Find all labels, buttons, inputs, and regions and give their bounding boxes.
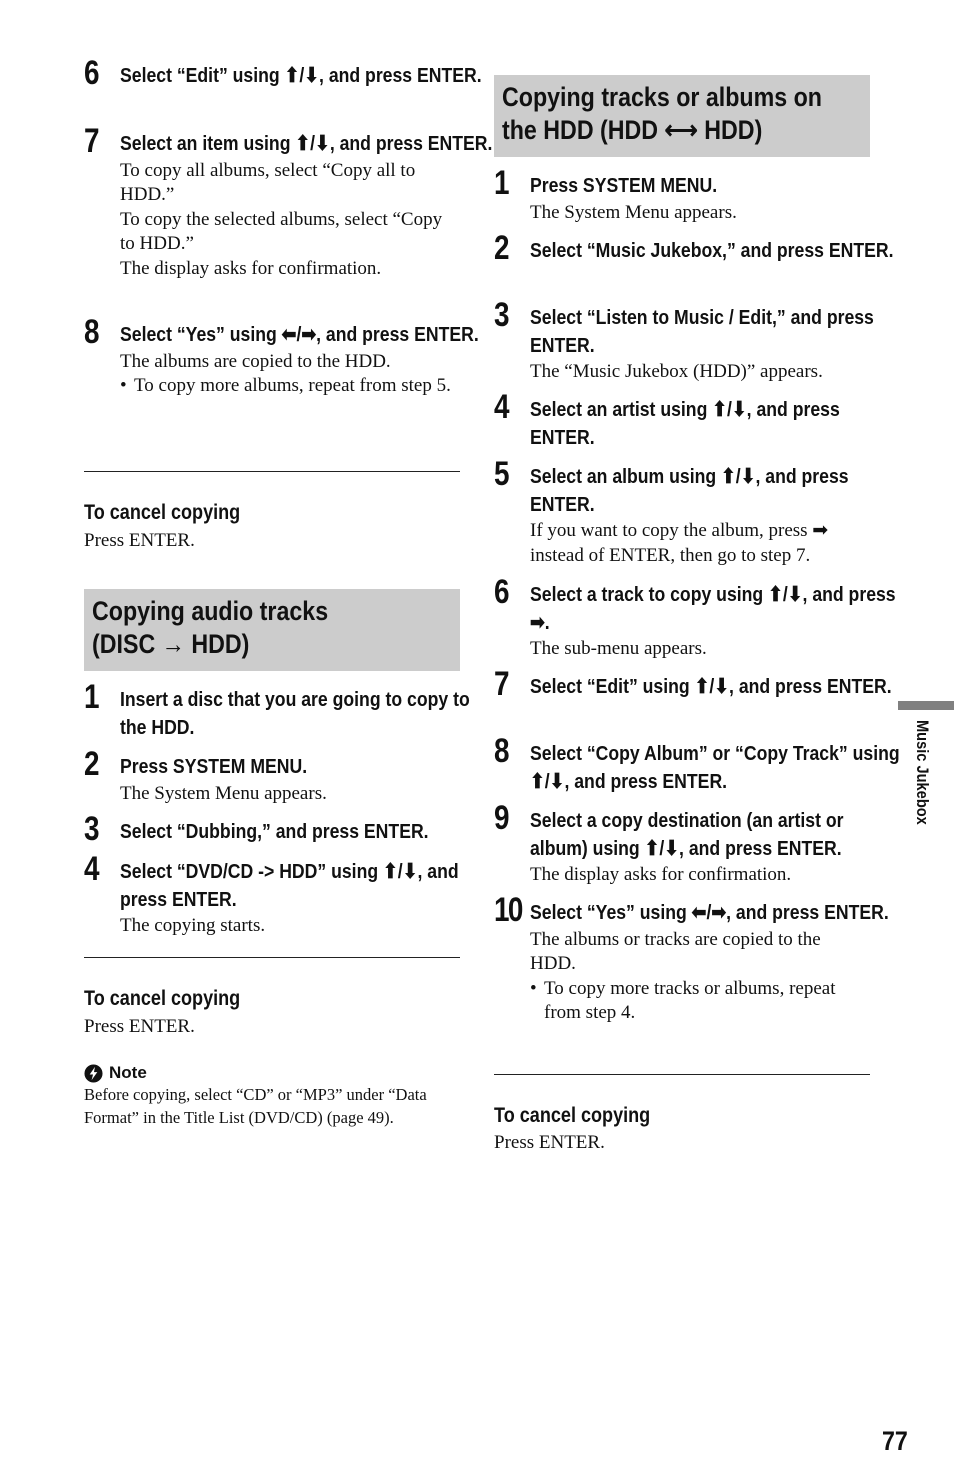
section-title-line: Copying tracks or albums on <box>502 82 822 112</box>
cancel-heading: To cancel copying <box>84 987 241 1010</box>
cancel-text: Press ENTER. <box>84 530 195 551</box>
step-7 <box>494 665 892 703</box>
body-text: The sub-menu appears. <box>530 638 707 659</box>
step-title: Select an artist using ⬆/⬇, and press ENTER. <box>530 398 840 449</box>
step-body <box>530 519 870 568</box>
body-text: To copy all albums, select “Copy all to HDD.” <box>120 159 416 205</box>
step-number: 1 <box>84 678 99 716</box>
step-title: Select an item using ⬆/⬇, and press ENTER. <box>120 132 493 155</box>
step-title: Select “Yes” using ⬅/➡, and press ENTER. <box>530 901 889 924</box>
step-2 <box>494 229 894 267</box>
step-title: Insert a disc that you are going to copy to the HDD. <box>120 688 470 739</box>
step-body <box>530 201 870 226</box>
step-title: Select “Edit” using ⬆/⬇, and press ENTER. <box>120 64 482 87</box>
note-icon <box>84 1064 103 1083</box>
body-text: The display asks for confirmation. <box>120 257 382 279</box>
step-number: 4 <box>84 850 99 888</box>
step-number: 6 <box>494 573 509 611</box>
step-number: 3 <box>494 296 509 334</box>
side-tab-marker <box>898 701 954 710</box>
section-header-disc-to-hdd <box>84 589 460 671</box>
step-title: Select “Listen to Music / Edit,” and press ENTER. <box>530 306 874 357</box>
step-body <box>530 928 870 1026</box>
body-text: If you want to copy the album, press ➡ instead of ENTER, then go to step 7. <box>530 520 829 566</box>
step-8 <box>494 732 900 795</box>
section-title <box>502 81 861 147</box>
page-number: 77 <box>882 1426 908 1456</box>
step-7 <box>84 122 493 281</box>
bullet-item: • To copy more albums, repeat from step 5. <box>120 375 451 396</box>
section-title-line: Copying audio tracks <box>92 596 329 626</box>
step-2 <box>84 745 460 806</box>
step-3 <box>84 810 460 848</box>
step-number: 8 <box>84 313 99 351</box>
step-number: 10 <box>494 891 522 929</box>
cancel-text: Press ENTER. <box>494 1132 605 1153</box>
step-title: Select “Yes” using ⬅/➡, and press ENTER. <box>120 323 479 346</box>
step-number: 8 <box>494 732 509 770</box>
cancel-text: Press ENTER. <box>84 1016 195 1037</box>
step-title: Select a copy destination (an artist or album) using ⬆/⬇, and press ENTER. <box>530 809 844 860</box>
bullet-text: To copy more tracks or albums, repeat from step 4. <box>544 977 836 1023</box>
step-1 <box>84 678 470 741</box>
bullet-item: • To copy more tracks or albums, repeat from step 4. <box>530 977 836 1023</box>
step-number: 1 <box>494 164 509 202</box>
step-title: Select “Music Jukebox,” and press ENTER. <box>530 239 894 262</box>
step-6 <box>84 54 482 92</box>
divider <box>84 957 460 958</box>
step-number: 2 <box>494 229 509 267</box>
cancel-heading: To cancel copying <box>494 1104 651 1127</box>
step-body <box>530 637 870 662</box>
step-body <box>120 350 460 399</box>
step-3 <box>494 296 874 385</box>
step-8 <box>84 313 479 399</box>
step-body <box>120 782 460 807</box>
step-number: 6 <box>84 54 99 92</box>
section-title <box>92 595 451 661</box>
step-title: Select “DVD/CD -> HDD” using ⬆/⬇, and press ENTER. <box>120 860 459 911</box>
body-text: The System Menu appears. <box>120 782 327 804</box>
step-body <box>120 159 460 282</box>
body-text: The albums or tracks are copied to the HDD. <box>530 928 821 974</box>
step-1 <box>494 164 870 225</box>
body-text: The System Menu appears. <box>530 201 737 223</box>
body-text: To copy the selected albums, select “Copy to HDD.” <box>120 208 443 254</box>
step-number: 5 <box>494 455 509 493</box>
divider <box>84 471 460 472</box>
section-title-line: (DISC → HDD) <box>92 629 250 659</box>
cancel-heading: To cancel copying <box>84 501 241 524</box>
step-body <box>120 914 460 939</box>
note-heading <box>84 1063 147 1083</box>
step-9 <box>494 799 870 888</box>
divider <box>494 1074 870 1075</box>
step-6 <box>494 573 896 662</box>
step-number: 7 <box>494 665 509 703</box>
section-title-line: the HDD (HDD ⟷ HDD) <box>502 115 763 145</box>
step-number: 7 <box>84 122 99 160</box>
step-4 <box>84 850 460 939</box>
section-header-hdd-to-hdd <box>494 75 870 157</box>
step-title: Select “Copy Album” or “Copy Track” using ⬆/⬇, and press ENTER. <box>530 742 900 793</box>
note-text: Before copying, select “CD” or “MP3” under “Data Format” in the Title List (DVD/CD) (page 49). <box>84 1085 427 1127</box>
bullet-text: To copy more albums, repeat from step 5. <box>134 375 451 396</box>
step-10 <box>494 891 889 1026</box>
body-text: The albums are copied to the HDD. <box>120 350 391 372</box>
body-text: The “Music Jukebox (HDD)” appears. <box>530 361 823 382</box>
note-label: Note <box>109 1063 147 1082</box>
step-5 <box>494 455 870 568</box>
step-body <box>530 360 870 385</box>
step-title: Press SYSTEM MENU. <box>530 174 718 197</box>
step-number: 2 <box>84 745 99 783</box>
step-title: Select “Dubbing,” and press ENTER. <box>120 820 429 843</box>
step-title: Select “Edit” using ⬆/⬇, and press ENTER. <box>530 675 892 698</box>
step-4 <box>494 388 870 451</box>
step-title: Press SYSTEM MENU. <box>120 755 308 778</box>
side-section-label: Music Jukebox <box>913 720 932 825</box>
step-number: 9 <box>494 799 509 837</box>
body-text: The display asks for confirmation. <box>530 864 792 885</box>
step-title: Select a track to copy using ⬆/⬇, and press ➡. <box>530 583 896 634</box>
step-body <box>530 863 870 888</box>
step-title: Select an album using ⬆/⬇, and press ENTER. <box>530 465 849 516</box>
body-text: The copying starts. <box>120 915 266 936</box>
step-number: 4 <box>494 388 509 426</box>
step-number: 3 <box>84 810 99 848</box>
